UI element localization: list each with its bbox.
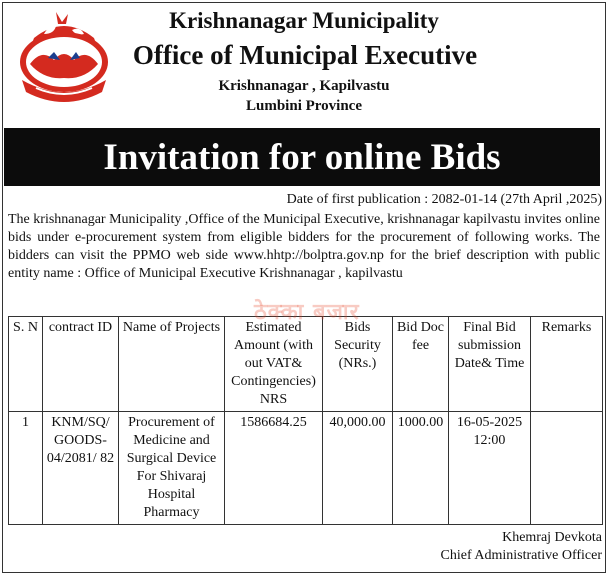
cell-doc-fee: 1000.00: [393, 412, 449, 525]
cell-project-name: Procurement of Medicine and Surgical Device For Shivaraj Hospital Pharmacy: [119, 412, 225, 525]
header-project-name: Name of Projects: [119, 317, 225, 412]
municipality-emblem-icon: [14, 8, 114, 112]
address-line-1: Krishnanagar , Kapilvastu: [218, 78, 390, 94]
office-name: Office of Municipal Executive: [132, 40, 478, 70]
header-doc-fee: Bid Doc fee: [393, 317, 449, 412]
bids-table: [8, 316, 603, 525]
table-header-row: [9, 317, 603, 412]
watermark: ठेक्का बजार: [254, 300, 360, 325]
cell-submission-date: 16-05-2025 12:00: [449, 412, 531, 525]
cell-sn: 1: [9, 412, 43, 525]
header-submission-date: Final Bid submission Date& Time: [449, 317, 531, 412]
municipality-name: Krishnanagar Municipality: [169, 8, 439, 33]
header-contract-id: contract ID: [43, 317, 119, 412]
invitation-banner: [4, 128, 600, 186]
cell-contract-id: KNM/SQ/ GOODS- 04/2081/ 82: [43, 412, 119, 525]
address-line-2: Lumbini Province: [246, 98, 362, 114]
publication-date: Date of first publication : 2082-01-14 (27th April ,2025): [286, 192, 602, 207]
notice-body: The krishnanagar Municipality ,Office of the Municipal Executive, krishnanagar kapilvastu invites online bids under e-procurement system from eligible bidders for the procurement of following works. The bidders can visit the PPMO web side www.hhtp://bolptra.gov.np for the brief description with public entity name : Office of Municipal Executive Krishnanagar , kapilvastu: [8, 212, 600, 281]
header-bid-security: Bids Security (NRs.): [323, 317, 393, 412]
table-row: [9, 412, 603, 525]
header-remarks: Remarks: [531, 317, 603, 412]
header-sn: S. N: [9, 317, 43, 412]
cell-estimated-amount: 1586684.25: [225, 412, 323, 525]
cell-remarks: [531, 412, 603, 525]
signatory-name: Khemraj Devkota: [502, 530, 602, 545]
banner-title: Invitation for online Bids: [103, 136, 501, 178]
cell-bid-security: 40,000.00: [323, 412, 393, 525]
header-estimated-amount: Estimated Amount (with out VAT& Contingencies) NRS: [225, 317, 323, 412]
signatory-title: Chief Administrative Officer: [440, 548, 602, 563]
